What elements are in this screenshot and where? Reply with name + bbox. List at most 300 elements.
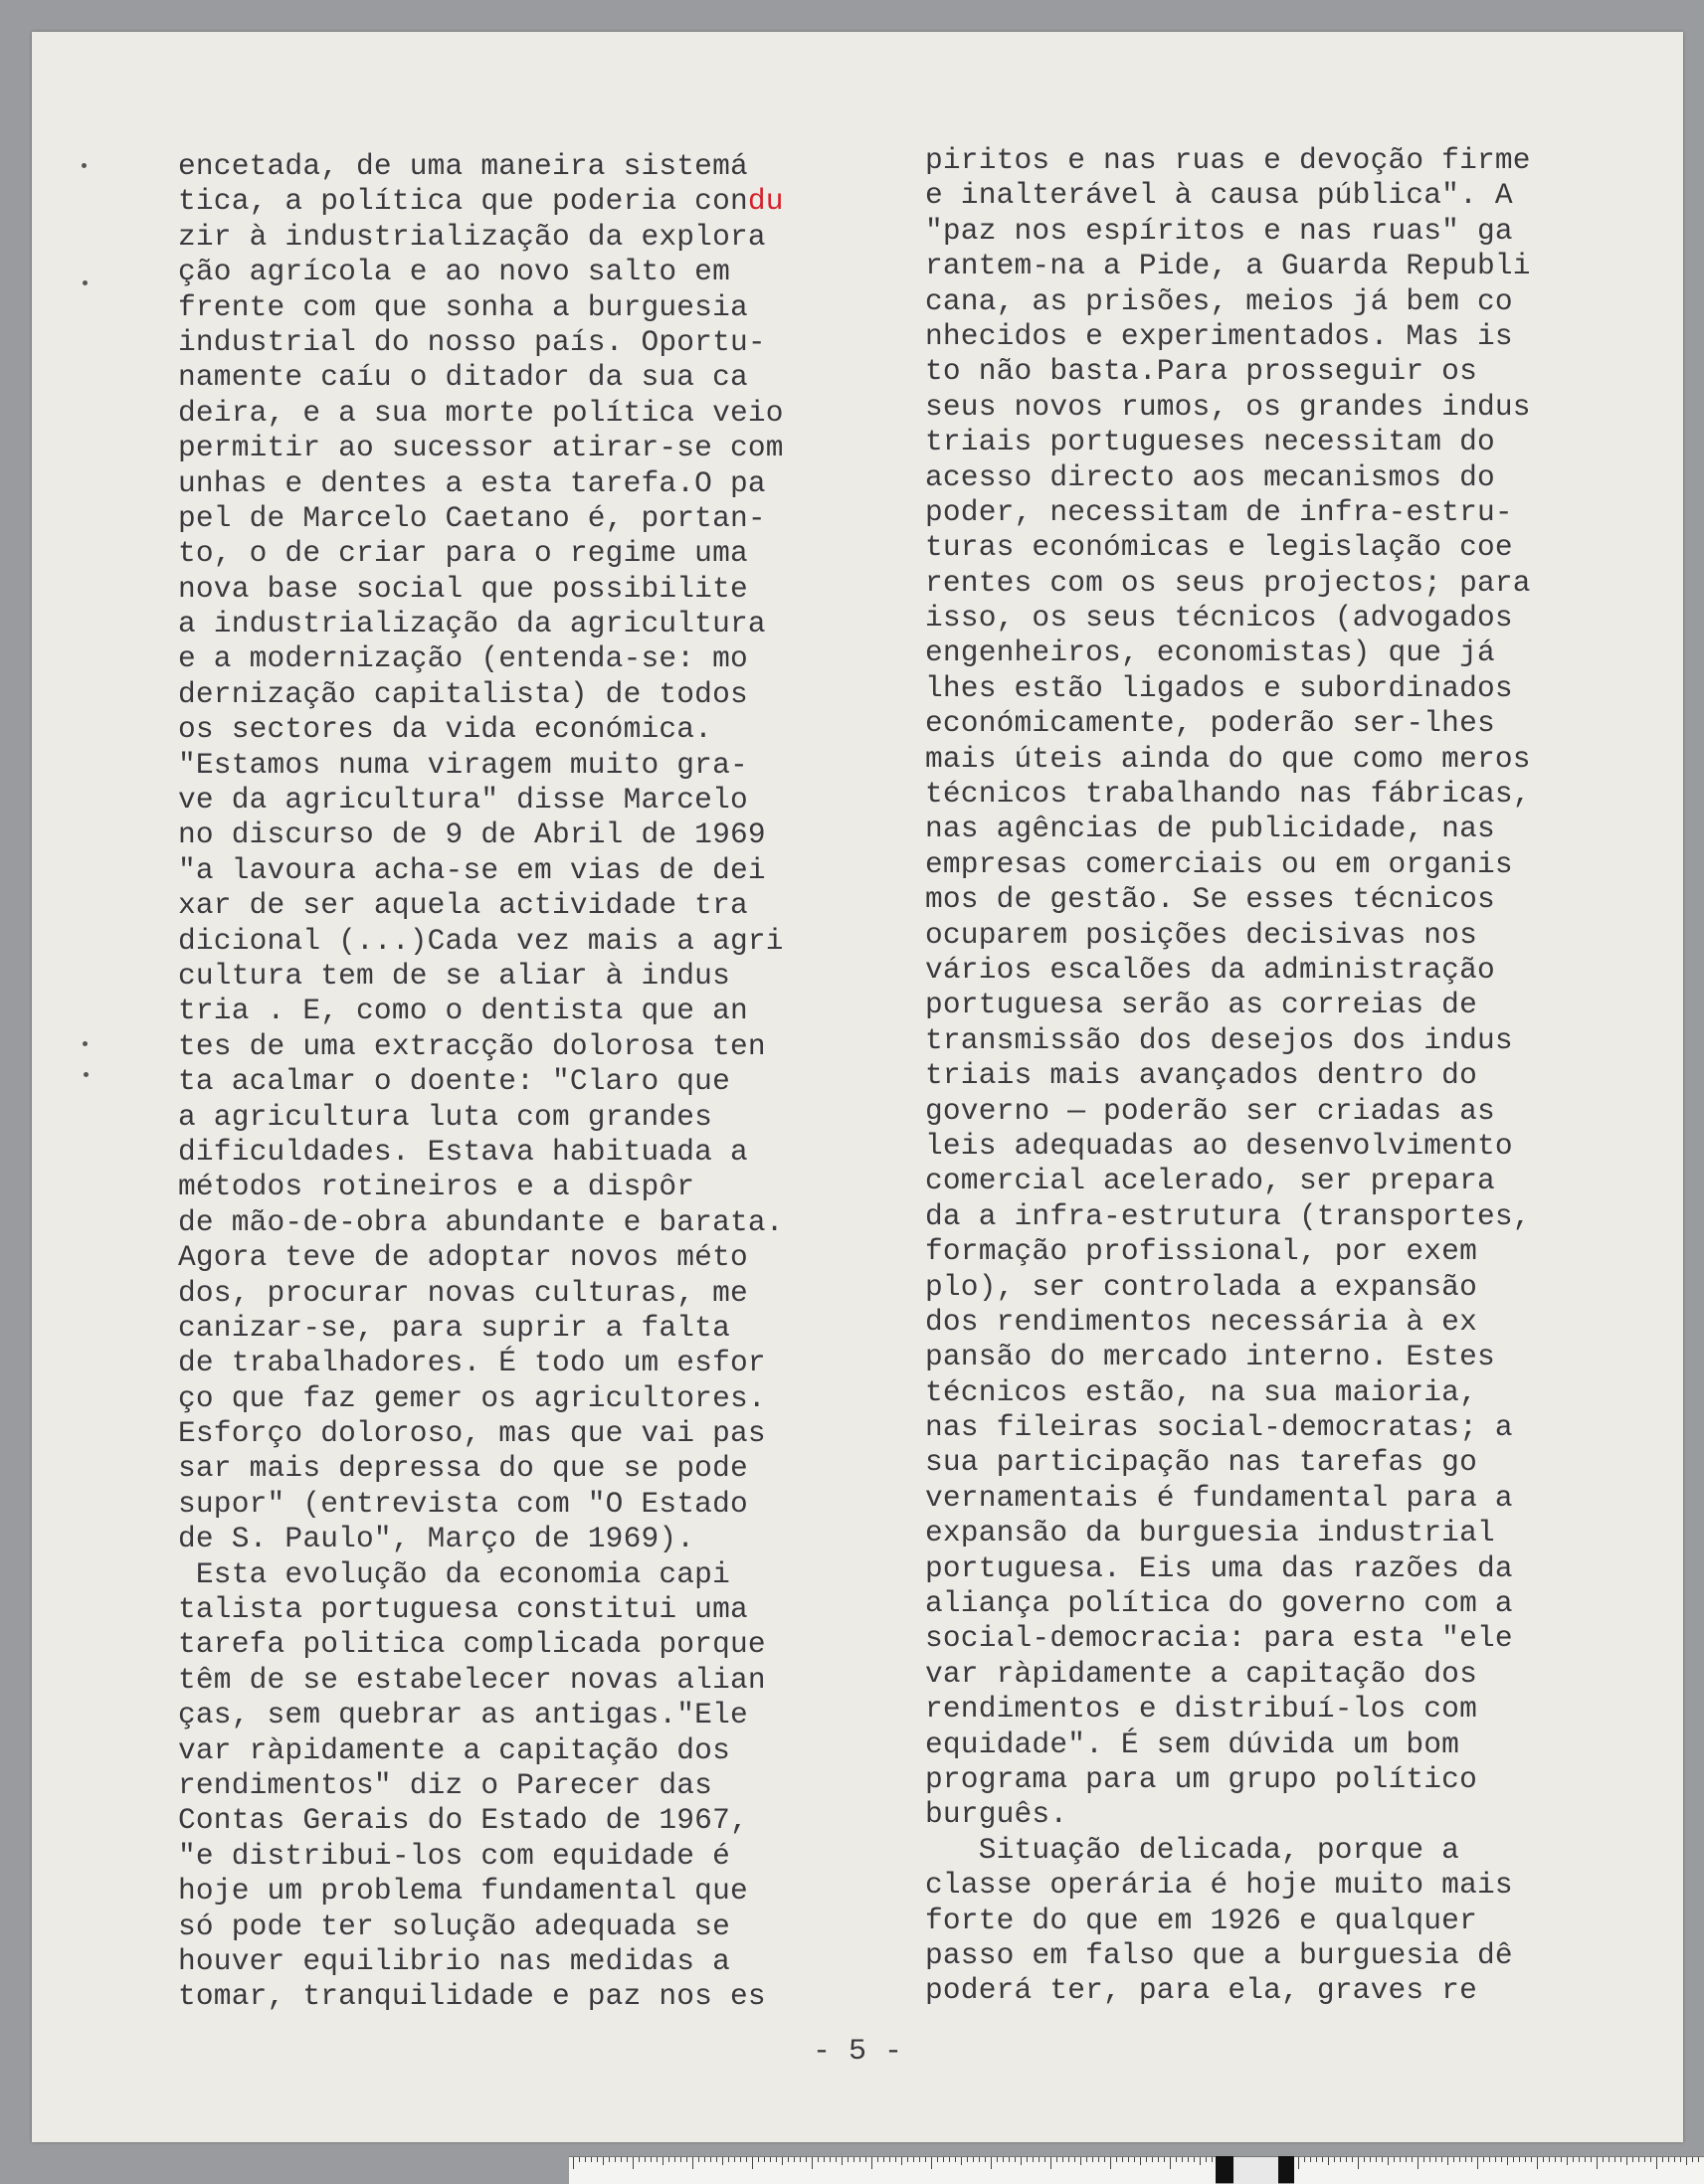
ruler-tick	[1513, 2157, 1514, 2162]
ruler-tick	[728, 2157, 729, 2162]
line-text: a industrialização da agricultura	[178, 607, 766, 641]
ruler-tick	[895, 2157, 896, 2162]
ruler-tick	[1056, 2157, 1057, 2162]
ruler-tick	[657, 2157, 658, 2162]
text-line	[925, 1797, 1641, 1832]
text-line	[178, 466, 894, 501]
line-text: os sectores da vida económica.	[178, 712, 713, 747]
handwritten-annotation: du	[747, 184, 784, 219]
text-line	[925, 1728, 1641, 1762]
ruler-tick	[1364, 2157, 1365, 2162]
line-text: tria . E, como o dentista que an	[178, 994, 748, 1028]
line-text: dos rendimentos necessária à ex	[925, 1304, 1477, 1339]
line-text: supor" (entrevista com "O Estado	[178, 1486, 748, 1521]
ruler-tick	[1573, 2157, 1574, 2162]
ruler-tick	[1644, 2157, 1645, 2162]
line-text: var ràpidamente a capitação dos	[925, 1656, 1477, 1691]
ruler-tick	[967, 2157, 968, 2162]
ruler-tick	[1626, 2157, 1627, 2165]
text-line	[925, 249, 1641, 283]
line-text: "paz nos espíritos e nas ruas" ga	[925, 213, 1513, 248]
ruler-tick	[1158, 2157, 1159, 2162]
text-line	[925, 847, 1641, 882]
text-line	[925, 566, 1641, 601]
text-line	[925, 1058, 1641, 1093]
ruler-tick	[1116, 2157, 1117, 2162]
ruler-tick	[609, 2157, 610, 2162]
text-line	[178, 783, 894, 818]
text-line	[925, 178, 1641, 213]
ruler-tick	[1429, 2157, 1430, 2162]
text-line	[925, 953, 1641, 988]
line-text: var ràpidamente a capitação dos	[178, 1732, 730, 1767]
line-text: rantem-na a Pide, a Guarda Republi	[925, 249, 1531, 283]
ruler-tick	[788, 2157, 789, 2162]
line-text: "Estamos numa viragem muito gra-	[178, 747, 748, 782]
ruler-tick	[1489, 2157, 1490, 2162]
ruler-tick	[633, 2157, 634, 2169]
line-text: rendimentos" diz o Parecer das	[178, 1767, 713, 1802]
ruler-tick	[627, 2157, 628, 2162]
text-line	[925, 1586, 1641, 1621]
ruler-tick	[1453, 2157, 1454, 2162]
ruler-tick	[973, 2157, 974, 2162]
line-text: cultura tem de se aliar à indus	[178, 958, 730, 993]
text-line	[178, 501, 894, 536]
line-text: transmissão dos desejos dos indus	[925, 1022, 1513, 1057]
text-line	[925, 1868, 1641, 1903]
line-text: forte do que em 1926 e qualquer	[925, 1903, 1477, 1937]
margin-mark	[83, 280, 88, 285]
text-line	[178, 1979, 894, 2014]
line-text: métodos rotineiros e a dispôr	[178, 1170, 695, 1204]
ruler-tick	[758, 2157, 759, 2162]
ruler-tick	[1447, 2157, 1448, 2165]
ruler-tick	[1561, 2157, 1562, 2162]
ruler-tick	[615, 2157, 616, 2162]
line-text: to, o de criar para o regime uma	[178, 536, 748, 571]
line-text: tica, a política que poderia con	[178, 184, 748, 219]
ruler-tick	[746, 2157, 747, 2162]
text-line	[925, 1762, 1641, 1797]
text-line	[178, 255, 894, 289]
ruler-tick	[877, 2157, 878, 2162]
ruler-tick	[1194, 2157, 1195, 2162]
line-text: sua participação nas tarefas go	[925, 1445, 1477, 1480]
line-text: vários escalões da administração	[925, 952, 1495, 987]
line-text: canizar-se, para suprir a falta	[178, 1310, 730, 1345]
text-line	[925, 1234, 1641, 1269]
text-line	[925, 1481, 1641, 1516]
line-text: têm de se estabelecer novas alian	[178, 1662, 766, 1697]
ruler-tick	[1501, 2157, 1502, 2162]
ruler-tick	[1680, 2157, 1681, 2162]
ruler-tick	[991, 2157, 992, 2169]
line-text: pansão do mercado interno. Estes	[925, 1340, 1495, 1374]
ruler-tick	[1388, 2157, 1389, 2165]
line-text: no discurso de 9 de Abril de 1969	[178, 818, 766, 852]
line-text: Esta evolução da economia capi	[178, 1556, 730, 1591]
line-text: tomar, tranquilidade e paz nos es	[178, 1979, 766, 2014]
text-line	[925, 1410, 1641, 1445]
line-text: e inalterável à causa pública". A	[925, 178, 1513, 213]
text-line	[925, 1270, 1641, 1305]
line-text: zir à industrialização da explora	[178, 219, 766, 254]
text-line	[925, 284, 1641, 319]
ruler-tick	[985, 2157, 986, 2162]
ruler-tick	[1579, 2157, 1580, 2162]
line-text: rendimentos e distribuí-los com	[925, 1692, 1477, 1727]
ruler-tick	[704, 2157, 705, 2162]
line-text: de S. Paulo", Março de 1969).	[178, 1522, 695, 1556]
ruler-tick	[645, 2157, 646, 2162]
ruler-tick	[1122, 2157, 1123, 2162]
text-line	[178, 748, 894, 783]
ruler-tick	[1009, 2157, 1010, 2162]
line-text: governo — poderão ser criadas as	[925, 1093, 1495, 1128]
ruler-tick	[1459, 2157, 1460, 2162]
ruler-tick	[1027, 2157, 1028, 2162]
ruler-tick	[764, 2157, 765, 2162]
text-line	[178, 325, 894, 360]
text-line	[925, 918, 1641, 953]
line-text: dicional (...)Cada vez mais a agri	[178, 923, 784, 958]
ruler-tick	[1098, 2157, 1099, 2162]
ruler-tick	[1376, 2157, 1377, 2162]
text-line	[178, 1910, 894, 1944]
line-text: nhecidos e experimentados. Mas is	[925, 318, 1513, 353]
text-line	[925, 706, 1641, 741]
ruler-tick	[776, 2157, 777, 2162]
ruler-tick	[1585, 2157, 1586, 2162]
left-column	[178, 149, 894, 2015]
text-line	[925, 1621, 1641, 1656]
ruler-tick	[716, 2157, 717, 2162]
line-text: técnicos estão, na sua maioria,	[925, 1374, 1477, 1409]
ruler-tick	[1074, 2157, 1075, 2162]
ruler-tick	[997, 2157, 998, 2162]
ruler-tick	[1465, 2157, 1466, 2162]
ruler-tick	[853, 2157, 854, 2162]
ruler-tick	[1080, 2157, 1081, 2165]
ruler-tick	[1423, 2157, 1424, 2162]
text-line	[925, 1551, 1641, 1586]
ruler-tick	[865, 2157, 866, 2162]
document-page	[32, 32, 1683, 2142]
ruler-tick	[668, 2157, 669, 2162]
ruler-tick	[1104, 2157, 1105, 2162]
ruler-tick	[961, 2157, 962, 2165]
ruler-tick	[1632, 2157, 1633, 2162]
line-text: lhes estão ligados e subordinados	[925, 670, 1513, 705]
ruler-tick	[770, 2157, 771, 2162]
ruler-tick	[1128, 2157, 1129, 2162]
line-text: tarefa politica complicada porque	[178, 1627, 766, 1662]
ruler-tick	[1686, 2157, 1687, 2165]
ruler-tick	[1164, 2157, 1165, 2162]
ruler-tick	[806, 2157, 807, 2162]
ruler-tick	[1531, 2157, 1532, 2162]
ruler-tick	[818, 2157, 819, 2162]
ruler-tick	[1003, 2157, 1004, 2162]
ruler-tick	[1086, 2157, 1087, 2162]
ruler-tick	[585, 2157, 586, 2162]
ruler-tick	[680, 2157, 681, 2162]
line-text: portuguesa serão as correias de	[925, 988, 1477, 1022]
line-text: portuguesa. Eis uma das razões da	[925, 1550, 1513, 1585]
line-text: económicamente, poderão ser-lhes	[925, 706, 1495, 741]
text-line	[925, 390, 1641, 425]
text-line	[925, 742, 1641, 777]
text-line	[178, 290, 894, 325]
line-text: mos de gestão. Se esses técnicos	[925, 882, 1495, 917]
ruler-tick	[1406, 2157, 1407, 2162]
line-text: dernização capitalista) de todos	[178, 676, 748, 711]
ruler-tick	[1591, 2157, 1592, 2162]
line-text: tes de uma extracção dolorosa ten	[178, 1028, 766, 1063]
line-text: piritos e nas ruas e devoção firme	[925, 143, 1531, 177]
ruler-tick	[603, 2157, 604, 2165]
text-line	[925, 319, 1641, 354]
ruler-tick	[925, 2157, 926, 2162]
measurement-ruler	[1294, 2156, 1704, 2184]
line-text: houver equilibrio nas medidas a	[178, 1943, 730, 1978]
ruler-tick	[740, 2157, 741, 2162]
ruler-tick	[1140, 2157, 1141, 2165]
ruler-tick	[1334, 2157, 1335, 2162]
ruler-tick	[1692, 2157, 1693, 2162]
text-line	[178, 1311, 894, 1346]
ruler-tick	[651, 2157, 652, 2162]
line-text: encetada, de uma maneira sistemá	[178, 149, 748, 183]
ruler-tick	[710, 2157, 711, 2162]
ruler-tick	[639, 2157, 640, 2162]
ruler-tick	[913, 2157, 914, 2162]
ruler-tick	[859, 2157, 860, 2162]
text-line	[178, 1451, 894, 1486]
ruler-tick	[1033, 2157, 1034, 2162]
text-line	[925, 1692, 1641, 1727]
ruler-tick	[1638, 2157, 1639, 2162]
ruler-tick	[871, 2157, 872, 2169]
ruler-tick	[722, 2157, 723, 2165]
ruler-tick	[1471, 2157, 1472, 2162]
ruler-tick	[1394, 2157, 1395, 2162]
line-text: dos, procurar novas culturas, me	[178, 1275, 748, 1310]
ruler-tick	[1668, 2157, 1669, 2162]
line-text: unhas e dentes a esta tarefa.O pa	[178, 465, 766, 500]
ruler-tick	[1620, 2157, 1621, 2162]
ruler-tick	[1110, 2157, 1111, 2169]
line-text: da a infra-estrutura (transportes,	[925, 1198, 1531, 1233]
line-text: turas económicas e legislação coe	[925, 530, 1513, 565]
text-line	[925, 1340, 1641, 1374]
line-text: permitir ao sucessor atirar-se com	[178, 431, 784, 465]
line-text: acesso directo aos mecanismos do	[925, 459, 1495, 494]
line-text: nas fileiras social-democratas; a	[925, 1410, 1513, 1445]
text-line	[178, 959, 894, 994]
ruler-tick	[1674, 2157, 1675, 2162]
ruler-tick	[1176, 2157, 1177, 2162]
ruler-tick	[1537, 2157, 1538, 2169]
ruler-tick	[1567, 2157, 1568, 2165]
line-text: industrial do nosso país. Oportu-	[178, 324, 766, 359]
line-text: talista portuguesa constitui uma	[178, 1592, 748, 1627]
line-text: empresas comerciais ou em organis	[925, 846, 1513, 881]
ruler-tick	[901, 2157, 902, 2165]
text-line	[925, 1129, 1641, 1164]
ruler-tick	[686, 2157, 687, 2162]
line-text: burguês.	[925, 1797, 1068, 1832]
ruler-tick	[1188, 2157, 1189, 2162]
line-text: passo em falso que a burguesia dê	[925, 1937, 1513, 1972]
line-text: equidade". É sem dúvida um bom	[925, 1727, 1460, 1761]
ruler-tick	[698, 2157, 699, 2162]
ruler-tick	[752, 2157, 753, 2169]
text-line	[178, 888, 894, 923]
line-text: de trabalhadores. É todo um esfor	[178, 1346, 766, 1380]
text-line	[178, 1100, 894, 1135]
ruler-tick	[812, 2157, 813, 2169]
ruler-tick	[1146, 2157, 1147, 2162]
line-text: namente caíu o ditador da sua ca	[178, 360, 748, 395]
text-line	[178, 396, 894, 431]
ruler-tick	[824, 2157, 825, 2162]
text-line	[178, 1592, 894, 1627]
measurement-ruler	[569, 2156, 1216, 2184]
ruler-tick	[782, 2157, 783, 2165]
text-line	[925, 143, 1641, 178]
text-line	[178, 431, 894, 465]
text-line	[925, 601, 1641, 636]
page-number: - 5 -	[812, 2035, 902, 2069]
line-text: ço que faz gemer os agricultores.	[178, 1380, 766, 1415]
text-line	[925, 1094, 1641, 1129]
ruler-tick	[573, 2157, 574, 2169]
text-line	[178, 1803, 894, 1838]
text-line	[178, 1135, 894, 1170]
line-text: xar de ser aquela actividade tra	[178, 888, 748, 923]
text-line	[178, 1874, 894, 1909]
ruler-tick	[1304, 2157, 1305, 2162]
text-line	[178, 853, 894, 888]
ruler-tick	[1152, 2157, 1153, 2162]
line-text: poder, necessitam de infra-estru-	[925, 494, 1513, 529]
ruler-tick	[1483, 2157, 1484, 2162]
line-text: Situação delicada, porque a	[925, 1832, 1460, 1867]
margin-mark	[83, 1041, 88, 1046]
ruler-tick	[1614, 2157, 1615, 2162]
text-line	[925, 1375, 1641, 1410]
ruler-tick	[1525, 2157, 1526, 2162]
text-line	[178, 1381, 894, 1416]
ruler-tick	[955, 2157, 956, 2162]
ruler-tick	[1418, 2157, 1419, 2169]
ruler-tick	[1549, 2157, 1550, 2162]
text-line	[925, 495, 1641, 530]
text-line	[178, 1768, 894, 1803]
text-line	[925, 425, 1641, 459]
line-text: e a modernização (entenda-se: mo	[178, 641, 748, 676]
line-text: engenheiros, economistas) que já	[925, 636, 1495, 670]
ruler-tick	[1435, 2157, 1436, 2162]
ruler-tick	[1062, 2157, 1063, 2162]
ruler-tick	[1322, 2157, 1323, 2162]
text-line	[925, 530, 1641, 565]
text-line	[178, 1663, 894, 1698]
line-text: social-democracia: para esta "ele	[925, 1621, 1513, 1656]
text-line	[178, 1522, 894, 1556]
text-line	[178, 607, 894, 641]
text-line	[925, 1516, 1641, 1550]
text-line	[178, 1064, 894, 1099]
ruler-tick	[1597, 2157, 1598, 2169]
text-line	[178, 184, 894, 219]
line-text: vernamentais é fundamental para a	[925, 1480, 1513, 1515]
ruler-tick	[1015, 2157, 1016, 2162]
text-line	[178, 641, 894, 676]
ruler-tick	[907, 2157, 908, 2162]
ruler-tick	[1650, 2157, 1651, 2162]
ruler-tick	[1358, 2157, 1359, 2169]
line-text: sar mais depressa do que se pode	[178, 1451, 748, 1486]
ruler-tick	[1662, 2157, 1663, 2162]
line-text: ças, sem quebrar as antigas."Ele	[178, 1698, 748, 1732]
line-text: to não basta.Para prosseguir os	[925, 354, 1477, 389]
ruler-tick	[1519, 2157, 1520, 2162]
text-line	[178, 818, 894, 852]
ruler-tick	[1328, 2157, 1329, 2165]
line-text: aliança política do governo com a	[925, 1586, 1513, 1621]
text-line	[925, 1657, 1641, 1692]
line-text: plo), ser controlada a expansão	[925, 1269, 1477, 1304]
ruler-tick	[1316, 2157, 1317, 2162]
ruler-tick	[836, 2157, 837, 2162]
text-line	[178, 1029, 894, 1064]
text-line	[178, 1240, 894, 1275]
ruler-tick	[800, 2157, 801, 2162]
text-line	[925, 1833, 1641, 1868]
ruler-tick	[1039, 2157, 1040, 2162]
measurement-ruler	[1233, 2156, 1278, 2184]
ruler-tick	[692, 2157, 693, 2169]
ruler-tick	[1382, 2157, 1383, 2162]
ruler-tick	[1182, 2157, 1183, 2162]
line-text: deira, e a sua morte política veio	[178, 395, 784, 430]
line-text: triais portugueses necessitam do	[925, 425, 1495, 459]
ruler-tick	[883, 2157, 884, 2162]
line-text: ve da agricultura" disse Marcelo	[178, 783, 748, 818]
ruler-tick	[943, 2157, 944, 2162]
line-text: Contas Gerais do Estado de 1967,	[178, 1803, 748, 1838]
text-line	[925, 354, 1641, 389]
ruler-color-block	[1216, 2156, 1233, 2183]
text-line	[925, 1023, 1641, 1058]
line-text: nova base social que possibilite	[178, 571, 748, 606]
line-text: ocuparem posições decisivas nos	[925, 917, 1477, 952]
ruler-tick	[1352, 2157, 1353, 2162]
line-text: triais mais avançados dentro do	[925, 1058, 1477, 1093]
line-text: hoje um problema fundamental que	[178, 1874, 748, 1909]
ruler-tick	[848, 2157, 849, 2162]
line-text: isso, os seus técnicos (advogados	[925, 601, 1513, 636]
line-text: comercial acelerado, ser prepara	[925, 1164, 1495, 1198]
text-line	[178, 994, 894, 1028]
ruler-tick	[1555, 2157, 1556, 2162]
ruler-tick	[794, 2157, 795, 2162]
line-text: de mão-de-obra abundante e barata.	[178, 1204, 784, 1239]
right-column	[925, 143, 1641, 2009]
